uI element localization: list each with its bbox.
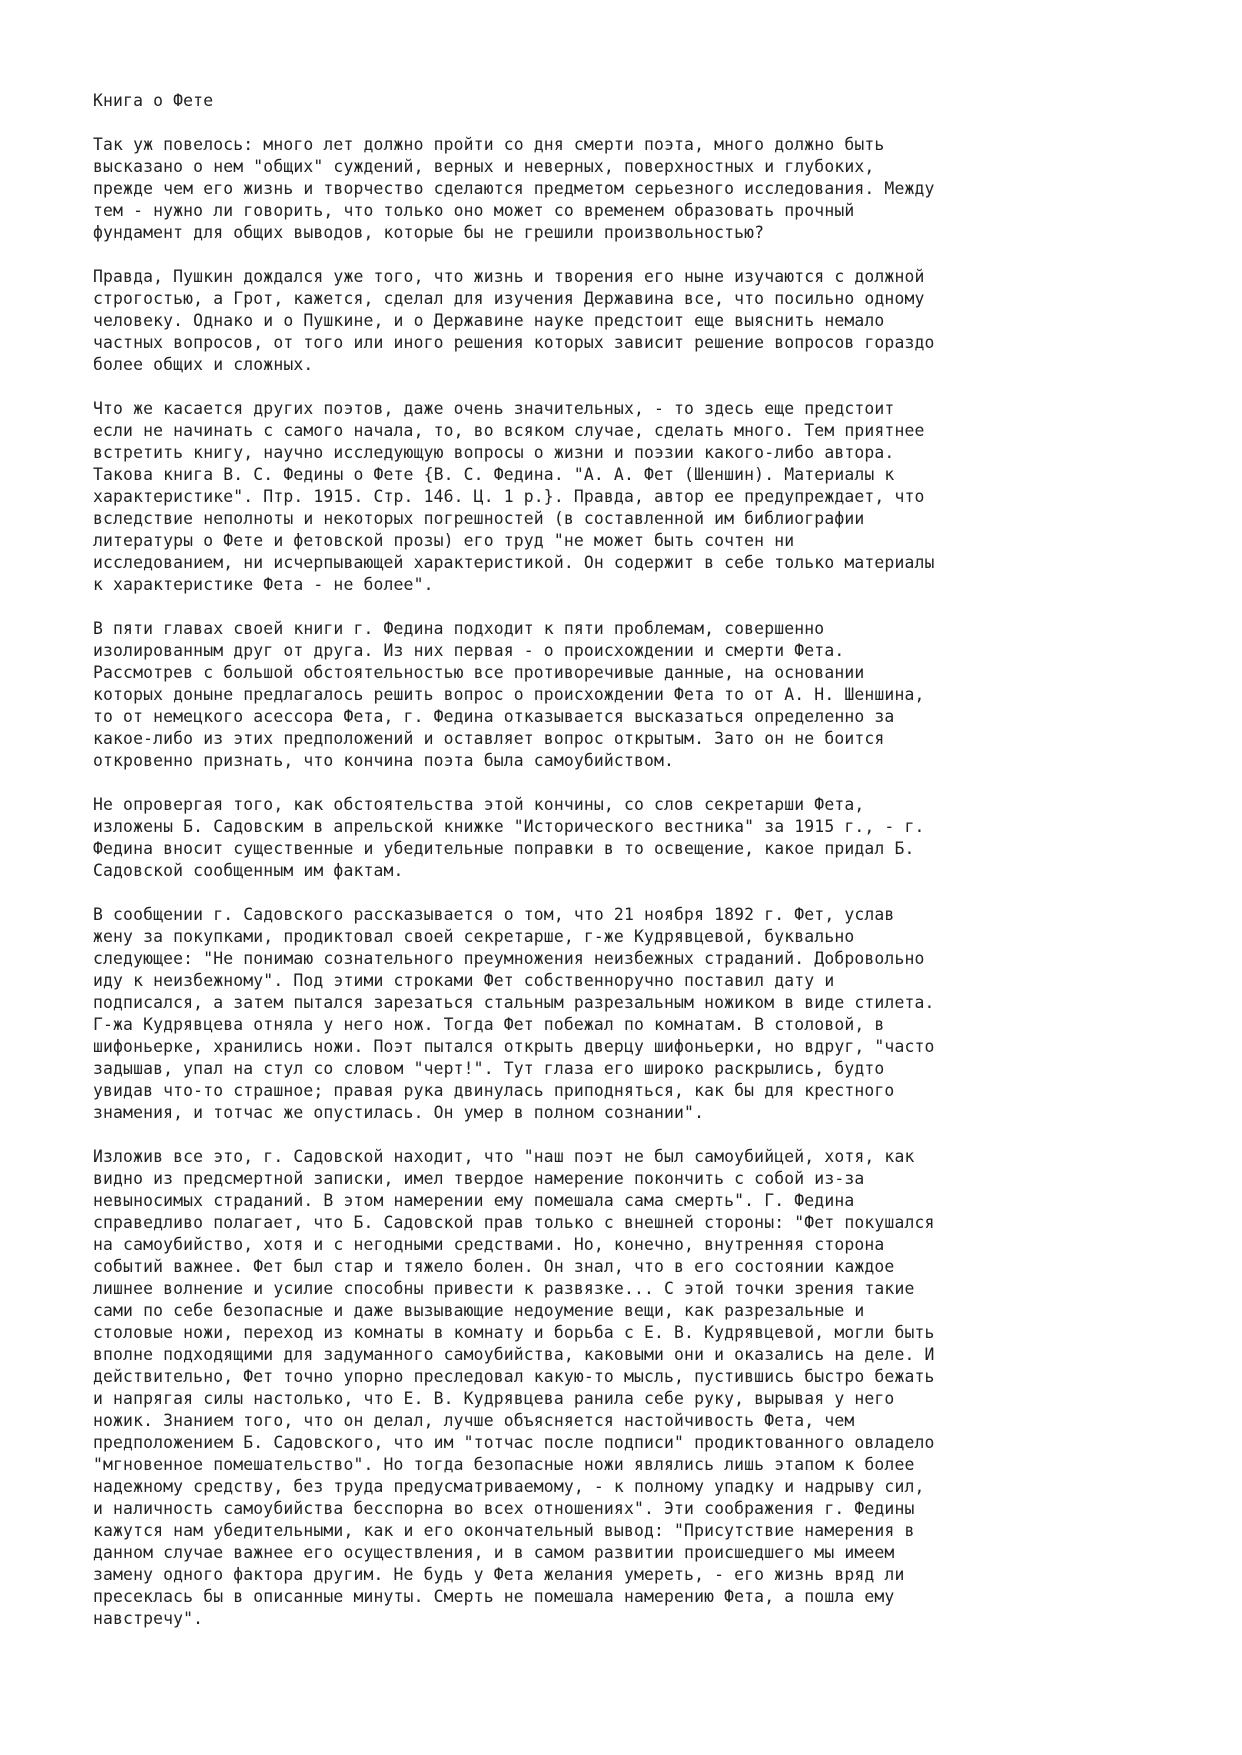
- text-line: знамения, и тотчас же опустилась. Он умер в полном сознании".: [93, 1103, 705, 1122]
- text-line: фундамент для общих выводов, которые бы не грешили произвольностью?: [93, 223, 765, 242]
- text-line: исследованием, ни исчерпывающей характеристикой. Он содержит в себе только материалы: [93, 553, 935, 572]
- text-line: кажутся нам убедительными, как и его окончательный вывод: "Присутствие намерения в: [93, 1521, 915, 1540]
- text-line: встретить книгу, научно исследующую вопросы о жизни и поэзии какого-либо автора.: [93, 443, 895, 462]
- text-line: Что же касается других поэтов, даже очень значительных, - то здесь еще предстоит: [93, 399, 895, 418]
- text-line: В сообщении г. Садовского рассказывается о том, что 21 ноября 1892 г. Фет, услав: [93, 905, 895, 924]
- text-line: Такова книга В. С. Федины о Фете {В. С. Федина. "А. А. Фет (Шеншин). Материалы к: [93, 465, 895, 484]
- text-line: которых доныне предлагалось решить вопрос о происхождении Фета то от А. Н. Шеншина,: [93, 685, 925, 704]
- paragraph-7: [93, 1146, 1183, 1630]
- text-line: то от немецкого асессора Фета, г. Федина отказывается высказаться определенно за: [93, 707, 895, 726]
- text-line: действительно, Фет точно упорно преследовал какую-то мысль, пустившись быстро бежать: [93, 1367, 935, 1386]
- text-line: Садовской сообщенным им фактам.: [93, 861, 404, 880]
- text-line: В пяти главах своей книги г. Федина подходит к пяти проблемам, совершенно: [93, 619, 825, 638]
- text-line: иду к неизбежному". Под этими строками Фет собственноручно поставил дату и: [93, 971, 835, 990]
- text-line: шифоньерке, хранились ножи. Поэт пытался открыть дверцу шифоньерки, но вдруг, "часто: [93, 1037, 935, 1056]
- paragraph-3: [93, 398, 1183, 596]
- text-line: Федина вносит существенные и убедительные поправки в то освещение, какое придал Б.: [93, 839, 915, 858]
- text-line: увидав что-то страшное; правая рука двинулась приподняться, как бы для крестного: [93, 1081, 895, 1100]
- paragraph-1: [93, 134, 1183, 244]
- text-line: невыносимых страданий. В этом намерении ему помешала сама смерть". Г. Федина: [93, 1191, 855, 1210]
- text-line: пресеклась бы в описанные минуты. Смерть не помешала намерению Фета, а пошла ему: [93, 1587, 895, 1606]
- text-line: частных вопросов, от того или иного решения которых зависит решение вопросов гораздо: [93, 333, 935, 352]
- text-line: вследствие неполноты и некоторых погрешностей (в составленной им библиографии: [93, 509, 865, 528]
- text-line: Правда, Пушкин дождался уже того, что жизнь и творения его ныне изучаются с должной: [93, 267, 925, 286]
- text-line: высказано о нем "общих" суждений, верных и неверных, поверхностных и глубоких,: [93, 157, 875, 176]
- text-line: если не начинать с самого начала, то, во всяком случае, сделать много. Тем приятнее: [93, 421, 925, 440]
- paragraph-6: [93, 904, 1183, 1124]
- text-line: Не опровергая того, как обстоятельства этой кончины, со слов секретарши Фета,: [93, 795, 865, 814]
- paragraph-5: [93, 794, 1183, 882]
- text-line: сами по себе безопасные и даже вызывающие недоумение вещи, как разрезальные и: [93, 1301, 865, 1320]
- text-line: к характеристике Фета - не более".: [93, 575, 434, 594]
- text-line: надежному средству, без труда предусматриваемому, - к полному упадку и надрыву сил,: [93, 1477, 925, 1496]
- text-line: задышав, упал на стул со словом "черт!". Тут глаза его широко раскрылись, будто: [93, 1059, 885, 1078]
- text-line: Г-жа Кудрявцева отняла у него нож. Тогда Фет побежал по комнатам. В столовой, в: [93, 1015, 885, 1034]
- text-line: Рассмотрев с большой обстоятельностью все противоречивые данные, на основании: [93, 663, 865, 682]
- text-line: Изложив все это, г. Садовской находит, что "наш поэт не был самоубийцей, хотя, как: [93, 1147, 915, 1166]
- text-line: данном случае важнее его осуществления, и в самом развитии происшедшего мы имеем: [93, 1543, 895, 1562]
- text-line: подписался, а затем пытался зарезаться стальным разрезальным ножиком в виде стилета.: [93, 993, 935, 1012]
- text-line: и наличность самоубийства бесспорна во всех отношениях". Эти соображения г. Федины: [93, 1499, 915, 1518]
- text-line: следующее: "Не понимаю сознательного преумножения неизбежных страданий. Добровольно: [93, 949, 925, 968]
- text-line: и напрягая силы настолько, что Е. В. Кудрявцева ранила себе руку, вырывая у него: [93, 1389, 895, 1408]
- text-line: тем - нужно ли говорить, что только оно может со временем образовать прочный: [93, 201, 855, 220]
- text-line: замену одного фактора другим. Не будь у Фета желания умереть, - его жизнь вряд ли: [93, 1565, 905, 1584]
- text-line: какое-либо из этих предположений и оставляет вопрос открытым. Зато он не боится: [93, 729, 885, 748]
- text-line: прежде чем его жизнь и творчество сделаются предметом серьезного исследования. Между: [93, 179, 935, 198]
- text-line: навстречу".: [93, 1609, 204, 1628]
- text-line: на самоубийство, хотя и с негодными средствами. Но, конечно, внутренняя сторона: [93, 1235, 885, 1254]
- text-line: изложены Б. Садовским в апрельской книжке "Исторического вестника" за 1915 г., - г.: [93, 817, 925, 836]
- text-line: ножик. Знанием того, что он делал, лучше объясняется настойчивость Фета, чем: [93, 1411, 855, 1430]
- text-line: предположением Б. Садовского, что им "тотчас после подписи" продиктованного овладело: [93, 1433, 935, 1452]
- text-line: жену за покупками, продиктовал своей секретарше, г-же Кудрявцевой, буквально: [93, 927, 855, 946]
- text-line: строгостью, а Грот, кажется, сделал для изучения Державина все, что посильно одному: [93, 289, 925, 308]
- paragraph-4: [93, 618, 1183, 772]
- text-line: характеристике". Птр. 1915. Стр. 146. Ц. 1 р.}. Правда, автор ее предупреждает, что: [93, 487, 925, 506]
- text-line: справедливо полагает, что Б. Садовской прав только с внешней стороны: "Фет покушался: [93, 1213, 935, 1232]
- text-line: литературы о Фете и фетовской прозы) его труд "не может быть сочтен ни: [93, 531, 795, 550]
- text-line: видно из предсмертной записки, имел твердое намерение покончить с собой из-за: [93, 1169, 865, 1188]
- text-line: Так уж повелось: много лет должно пройти со дня смерти поэта, много должно быть: [93, 135, 885, 154]
- text-line: человеку. Однако и о Пушкине, и о Державине науке предстоит еще выяснить немало: [93, 311, 885, 330]
- text-line: вполне подходящими для задуманного самоубийства, каковыми они и оказались на деле. И: [93, 1345, 935, 1364]
- text-line: изолированным друг от друга. Из них первая - о происхождении и смерти Фета.: [93, 641, 845, 660]
- text-line: "мгновенное помешательство". Но тогда безопасные ножи являлись лишь этапом к более: [93, 1455, 915, 1474]
- text-line: лишнее волнение и усилие способны привести к развязке... С этой точки зрения такие: [93, 1279, 915, 1298]
- paragraph-2: [93, 266, 1183, 376]
- text-line: более общих и сложных.: [93, 355, 314, 374]
- text-line: событий важнее. Фет был стар и тяжело болен. Он знал, что в его состоянии каждое: [93, 1257, 895, 1276]
- document-title: Книга о Фете: [93, 91, 214, 110]
- document-page: [93, 90, 1183, 1652]
- text-line: столовые ножи, переход из комнаты в комнату и борьба с Е. В. Кудрявцевой, могли быть: [93, 1323, 935, 1342]
- text-line: откровенно признать, что кончина поэта была самоубийством.: [93, 751, 675, 770]
